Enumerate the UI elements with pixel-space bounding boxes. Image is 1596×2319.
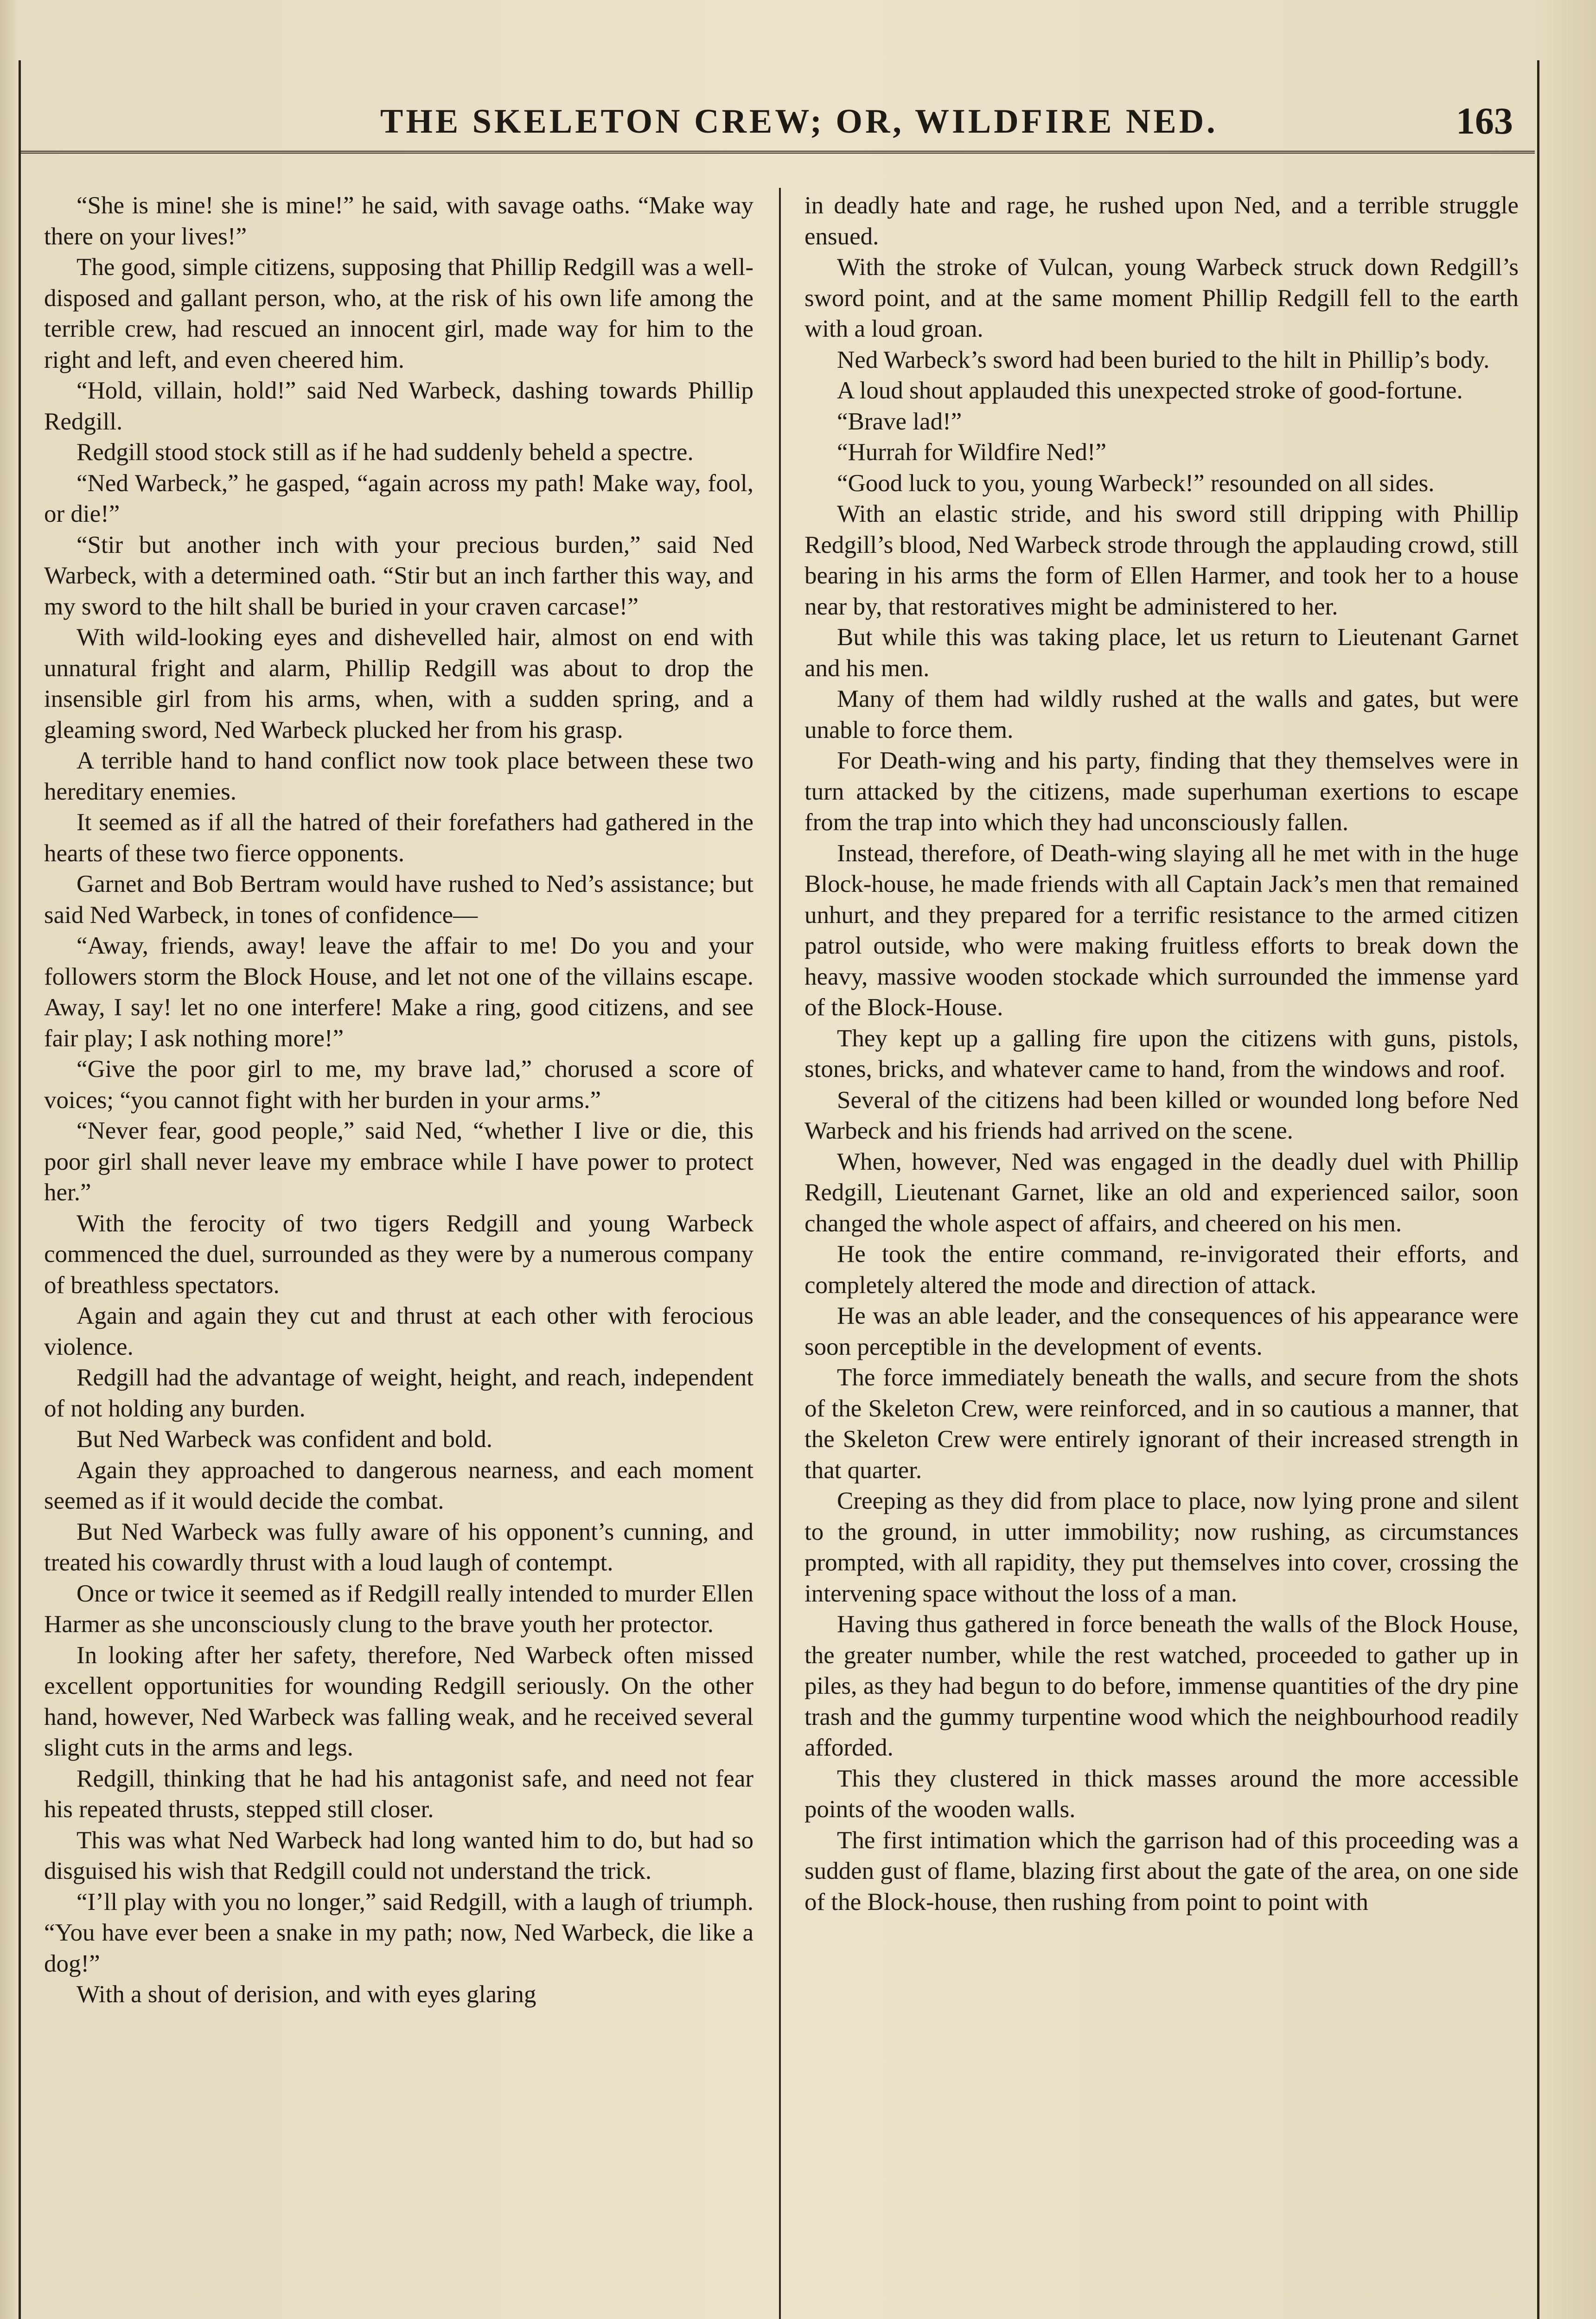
paragraph: Redgill, thinking that he had his antagonist safe, and need not fear his repeated thrusts, stepped still closer. [44,1765,753,1823]
paragraph: “Hold, villain, hold!” said Ned Warbeck, dashing towards Phillip Redgill. [44,377,753,435]
paragraph: Several of the citizens had been killed or wounded long before Ned Warbeck and his friends had arrived on the scene. [804,1086,1519,1144]
paragraph: The force immediately beneath the walls, and secure from the shots of the Skeleton Crew, were reinforced, and in so cautious a manner, that the Skeleton Crew were entirely ignorant of their increased strength in that quarter. [804,1364,1519,1484]
paragraph: But Ned Warbeck was confident and bold. [77,1426,492,1453]
paragraph: He was an able leader, and the consequences of his appearance were soon perceptible in the development of events. [804,1302,1519,1360]
paragraph: With wild-looking eyes and dishevelled hair, almost on end with unnatural fright and alarm, Phillip Redgill was about to drop the insensible girl from his arms, when, with a sudden spring, and a gleaming sword, Ned Warbeck plucked her from his grasp. [44,624,753,743]
paragraph: This was what Ned Warbeck had long wanted him to do, but had so disguised his wish that Redgill could not understand the trick. [44,1826,753,1884]
paragraph: He took the entire command, re-invigorated their efforts, and completely altered the mode and direction of attack. [804,1241,1519,1299]
paragraph: With a shout of derision, and with eyes glaring [77,1981,536,2008]
paragraph: “Away, friends, away! leave the affair to me! Do you and your followers storm the Block House, and let not one of the villains escape. Away, I say! let no one interfere! Make a ring, good citizens, and see fair play; I ask nothing more!” [44,932,753,1052]
paragraph: Garnet and Bob Bertram would have rushed to Ned’s assistance; but said Ned Warbeck, in tones of confidence— [44,871,753,929]
paragraph: Again and again they cut and thrust at each other with ferocious violence. [44,1302,753,1360]
paragraph: “Never fear, good people,” said Ned, “whether I live or die, this poor girl shall never leave my embrace while I have power to protect her.” [44,1117,753,1206]
paragraph: But Ned Warbeck was fully aware of his opponent’s cunning, and treated his cowardly thrust with a loud laugh of contempt. [44,1518,753,1576]
paragraph: Creeping as they did from place to place, now lying prone and silent to the ground, in utter immobility; now rushing, as circumstances prompted, with all rapidity, they put themselves into cover, crossing the intervening space without the loss of a man. [804,1487,1519,1607]
paragraph: Having thus gathered in force beneath the walls of the Block House, the greater number, while the rest watched, proceeded to gather up in piles, as they had begun to do before, immense quantities of the dry pine trash and the gummy turpentine wood which the neighbourhood readily afforded. [804,1611,1519,1761]
paragraph: A loud shout applauded this unexpected stroke of good-fortune. [837,377,1463,404]
paragraph: “I’ll play with you no longer,” said Redgill, with a laugh of triumph. “You have ever been a snake in my path; now, Ned Warbeck, die like a dog!” [44,1888,753,1977]
paragraph: A terrible hand to hand conflict now took place between these two hereditary enemies. [44,747,753,805]
paragraph: The first intimation which the garrison had of this proceeding was a sudden gust of flame, blazing first about the gate of the area, on one side of the Block-house, then rushing from point to point with [804,1826,1519,1915]
paragraph: “Hurrah for Wildfire Ned!” [837,439,1107,466]
right-column [804,190,1519,2319]
paragraph: They kept up a galling fire upon the citizens with guns, pistols, stones, bricks, and whatever came to hand, from the windows and roof. [804,1025,1519,1083]
paragraph: With the stroke of Vulcan, young Warbeck struck down Redgill’s sword point, and at the same moment Phillip Redgill fell to the earth with a loud groan. [804,254,1519,342]
paragraph: “Give the poor girl to me, my brave lad,” chorused a score of voices; “you cannot fight with her burden in your arms.” [44,1056,753,1114]
running-title: THE SKELETON CREW; OR, WILDFIRE NED. [380,102,1218,141]
paragraph: Again they approached to dangerous nearness, and each moment seemed as if it would decide the combat. [44,1456,753,1514]
paragraph: With an elastic stride, and his sword still dripping with Phillip Redgill’s blood, Ned Warbeck strode through the applauding crowd, still bearing in his arms the form of Ellen Harmer, and took her to a house near by, that restoratives might be administered to her. [804,500,1519,620]
paragraph: Redgill had the advantage of weight, height, and reach, independent of not holding any burden. [44,1364,753,1422]
paragraph: “Brave lad!” [837,408,962,435]
paragraph: “She is mine! she is mine!” he said, with savage oaths. “Make way there on your lives!” [44,192,753,250]
paragraph: The good, simple citizens, supposing that Phillip Redgill was a well-disposed and gallant person, who, at the risk of his own life among the terrible crew, had rescued an innocent girl, made way for him to the right and left, and even cheered him. [44,254,753,373]
paragraph: Redgill stood stock still as if he had suddenly beheld a spectre. [77,439,694,466]
paragraph: It seemed as if all the hatred of their forefathers had gathered in the hearts of these two fierce opponents. [44,809,753,867]
paragraph: But while this was taking place, let us return to Lieutenant Garnet and his men. [804,624,1519,682]
paragraph: Once or twice it seemed as if Redgill really intended to murder Ellen Harmer as she unconsciously clung to the brave youth her protector. [44,1580,753,1638]
paragraph: With the ferocity of two tigers Redgill and young Warbeck commenced the duel, surrounded as they were by a numerous company of breathless spectators. [44,1210,753,1299]
paragraph-continuation: in deadly hate and rage, he rushed upon Ned, and a terrible struggle ensued. [804,192,1519,250]
column-divider [779,188,781,2319]
paragraph: Ned Warbeck’s sword had been buried to the hilt in Phillip’s body. [837,346,1490,373]
paragraph: “Good luck to you, young Warbeck!” resounded on all sides. [837,469,1435,497]
paragraph: This they clustered in thick masses around the more accessible points of the wooden walls. [804,1765,1519,1823]
paragraph: Many of them had wildly rushed at the walls and gates, but were unable to force them. [804,685,1519,743]
paragraph: “Ned Warbeck,” he gasped, “again across my path! Make way, fool, or die!” [44,469,753,527]
page-number: 163 [1456,100,1513,142]
paragraph: For Death-wing and his party, finding that they themselves were in turn attacked by the citizens, made superhuman exertions to escape from the trap into which they had unconsciously fallen. [804,747,1519,836]
paragraph: Instead, therefore, of Death-wing slaying all he met with in the huge Block-house, he made friends with all Captain Jack’s men that remained unhurt, and they prepared for a terrific resistance to the armed citizen patrol outside, who were making fruitless efforts to break down the heavy, massive wooden stockade which surrounded the immense yard of the Block-House. [804,839,1519,1021]
page-header [19,88,1535,153]
paragraph: “Stir but another inch with your precious burden,” said Ned Warbeck, with a determined oath. “Stir but an inch farther this way, and my sword to the hilt shall be buried in your craven carcase!” [44,531,753,620]
paragraph: When, however, Ned was engaged in the deadly duel with Phillip Redgill, Lieutenant Garnet, like an old and experienced sailor, soon changed the whole aspect of affairs, and cheered on his men. [804,1148,1519,1237]
header-rule [19,151,1535,154]
paragraph: In looking after her safety, therefore, Ned Warbeck often missed excellent opportunities for wounding Redgill seriously. On the other hand, however, Ned Warbeck was falling weak, and he received several slight cuts in the arms and legs. [44,1641,753,1761]
left-column [44,190,753,2319]
